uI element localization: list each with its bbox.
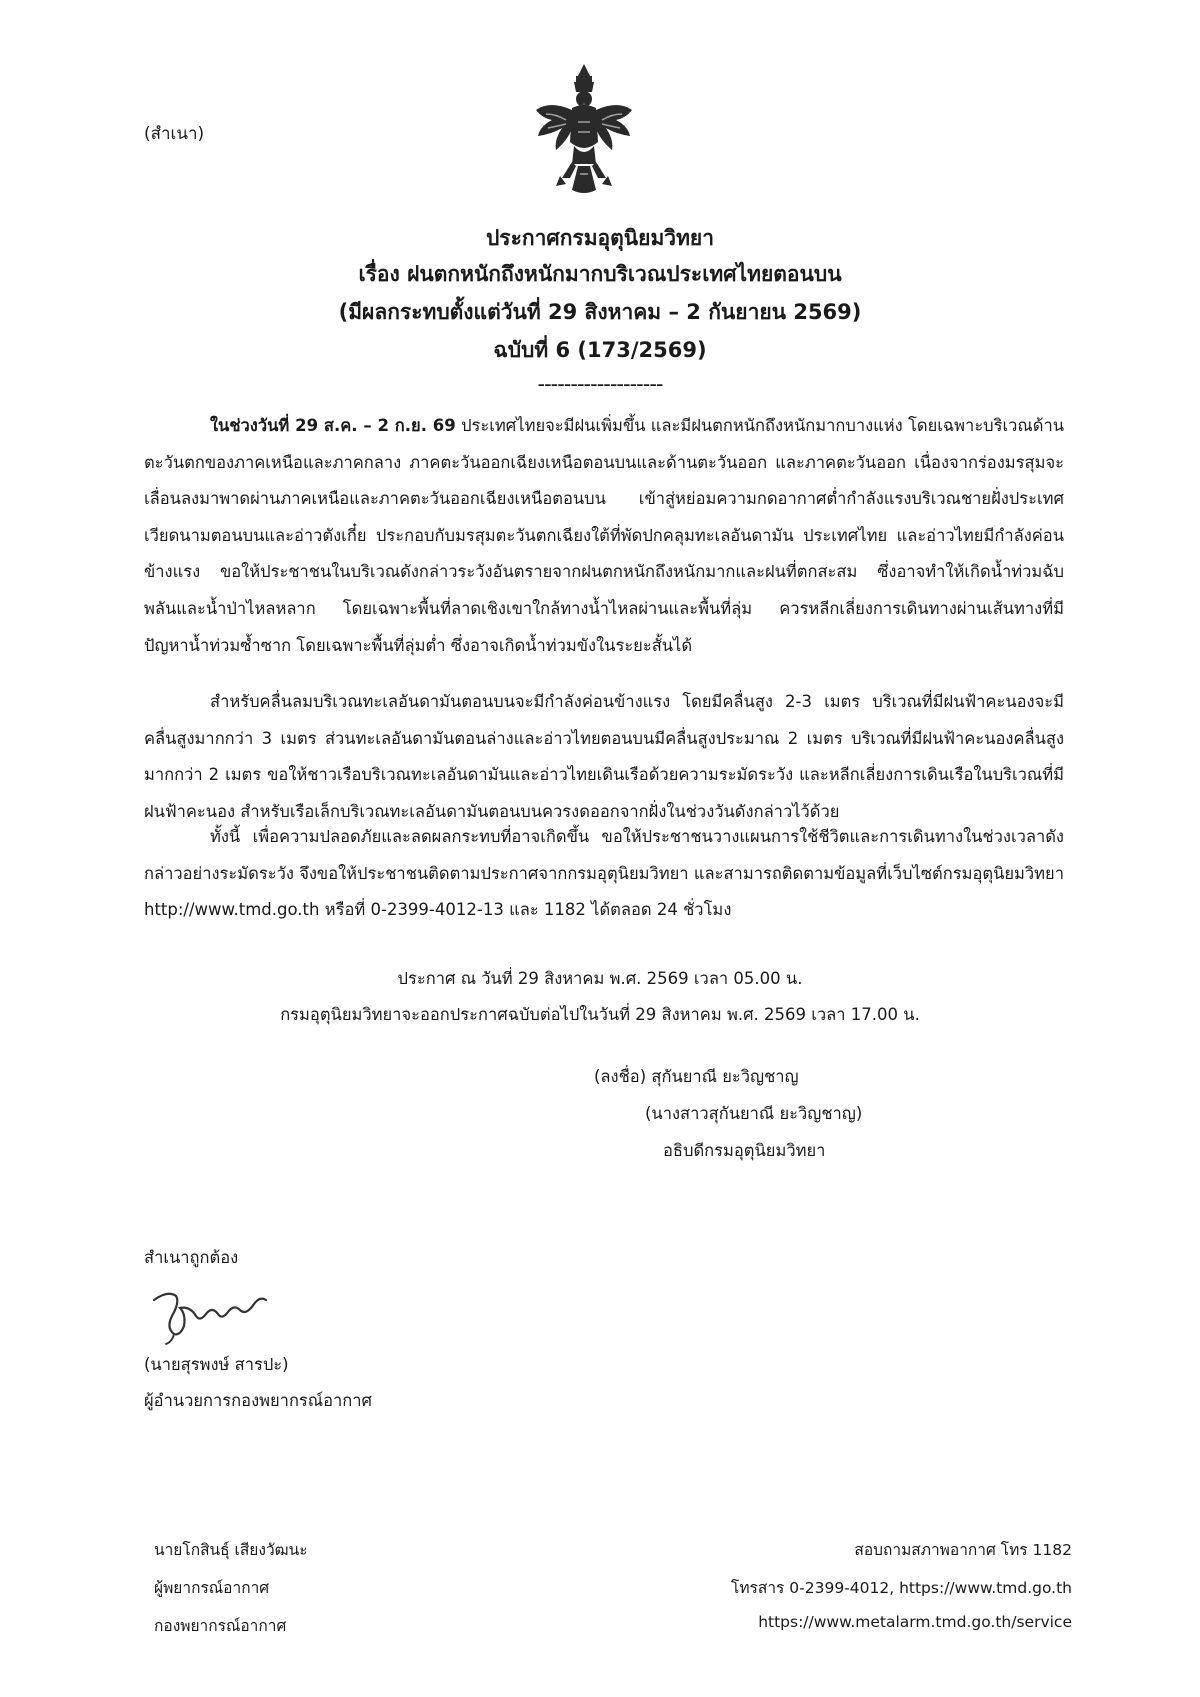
fax-and-website: โทรสาร 0-2399-4012, https://www.tmd.go.th [731,1579,1072,1597]
signatory-position: อธิบดีกรมอุตุนิยมวิทยา [663,1141,826,1160]
forecaster-division: กองพยากรณ์อากาศ [154,1617,287,1635]
signed-by: (ลงชื่อ) สุกันยาณี ยะวิญชาญ [594,1067,799,1086]
handwritten-signature-icon [150,1286,270,1346]
paragraph-sea-waves: สำหรับคลื่นลมบริเวณทะเลอันดามันตอนบนจะมีกำลังค่อนข้างแรง โดยมีคลื่นสูง 2-3 เมตร บริเวณที่มีฝนฟ้าคะนองจะมีคลื่นสูงมากกว่า 3 เมตร ส่วนทะเลอันดามันตอนล่างและอ่าวไทยตอนบนมีคลื่นสูงประมาณ 2 เมตร บริเวณที่มีฝนฟ้าคะนองคลื่นสูงมากกว่า 2 เมตร ขอให้ชาวเรือบริเวณทะเลอันดามันและอ่าวไทยเดินเรือด้วยความระมัดระวัง และหลีกเลี่ยงการเดินเรือในบริเวณที่มีฝนฟ้าคะนอง สำหรับเรือเล็กบริเวณทะเลอันดามันตอนบนควรงดออกจากฝั่งในช่วงวันดังกล่าวไว้ด้วย [144,692,1064,821]
paragraph-safety-advice: ทั้งนี้ เพื่อความปลอดภัยและลดผลกระทบที่อาจเกิดขึ้น ขอให้ประชาชนวางแผนการใช้ชีวิตและการเดินทางในช่วงเวลาดังกล่าวอย่างระมัดระวัง จึงขอให้ประชาชนติดตามประกาศจากกรมอุตุนิยมวิทยา และสามารถติดตามข้อมูลที่เว็บไซต์กรมอุตุนิยมวิทยา http://www.tmd.go.th หรือที่ 0-2399-4012-13 และ 1182 ได้ตลอด 24 ชั่วโมง [144,827,1064,920]
garuda-emblem-icon [532,62,636,196]
paragraph-rain-body: ประเทศไทยจะมีฝนเพิ่มขึ้น และมีฝนตกหนักถึงหนักมากบางแห่ง โดยเฉพาะบริเวณด้านตะวันตกของภาคเหนือและภาคกลาง ภาคตะวันออกเฉียงเหนือตอนบนและด้านตะวันออก และภาคตะวันออก เนื่องจากร่องมรสุมจะเลื่อนลงมาพาดผ่านภาคเหนือและภาคตะวันออกเฉียงเหนือตอนบน เข้าสู่หย่อมความกดอากาศต่ำกำลังแรงบริเวณชายฝั่งประเทศเวียดนามตอนบนและอ่าวตังเกี๋ย ประกอบกับมรสุมตะวันตกเฉียงใต้ที่พัดปกคลุมทะเลอันดามัน ประเทศไทย และอ่าวไทยมีกำลังค่อนข้างแรง ขอให้ประชาชนในบริเวณดังกล่าวระวังอันตรายจากฝนตกหนักถึงหนักมากและฝนที่ตกสะสม ซึ่งอาจทำให้เกิดน้ำท่วมฉับพลันและน้ำป่าไหลหลาก โดยเฉพาะพื้นที่ลาดเชิงเขาใกล้ทางน้ำไหลผ่านและพื้นที่ลุ่ม ควรหลีกเลี่ยงการเดินทางผ่านเส้นทางที่มีปัญหาน้ำท่วมซ้ำซาก โดยเฉพาะพื้นที่ลุ่มต่ำ ซึ่งอาจเกิดน้ำท่วมขังในระยะสั้นได้ [144,416,1064,655]
announcement-title: ประกาศกรมอุตุนิยมวิทยา [485,226,715,250]
copy-mark: (สำเนา) [144,124,205,144]
forecaster-name: นายโกสินธุ์ เสียงวัฒนะ [154,1541,308,1559]
paragraph-rain-forecast [144,408,1064,664]
certifier-position: ผู้อำนวยการกองพยากรณ์อากาศ [144,1391,373,1410]
certifier-name: (นายสุรพงษ์ สารปะ) [144,1355,289,1374]
forecaster-role: ผู้พยากรณ์อากาศ [154,1579,270,1597]
heading-divider: ------------------- [537,372,663,396]
signatory-full-name: (นางสาวสุกันยาณี ยะวิญชาญ) [645,1104,863,1123]
paragraph-lead-date: ในช่วงวันที่ 29 ส.ค. – 2 ก.ย. 69 [210,416,456,435]
weather-hotline: สอบถามสภาพอากาศ โทร 1182 [854,1541,1072,1559]
issued-datetime: ประกาศ ณ วันที่ 29 สิงหาคม พ.ศ. 2569 เวลา 05.00 น. [397,969,803,988]
next-issue-datetime: กรมอุตุนิยมวิทยาจะออกประกาศฉบับต่อไปในวันที่ 29 สิงหาคม พ.ศ. 2569 เวลา 17.00 น. [280,1005,920,1024]
certified-copy-label: สำเนาถูกต้อง [144,1248,239,1267]
announcement-subject: เรื่อง ฝนตกหนักถึงหนักมากบริเวณประเทศไทยตอนบน [358,262,842,286]
announcement-issue-number: ฉบับที่ 6 (173/2569) [493,338,707,362]
service-url: https://www.metalarm.tmd.go.th/service [758,1613,1072,1631]
announcement-effective-period: (มีผลกระทบตั้งแต่วันที่ 29 สิงหาคม – 2 กันยายน 2569) [338,300,862,324]
